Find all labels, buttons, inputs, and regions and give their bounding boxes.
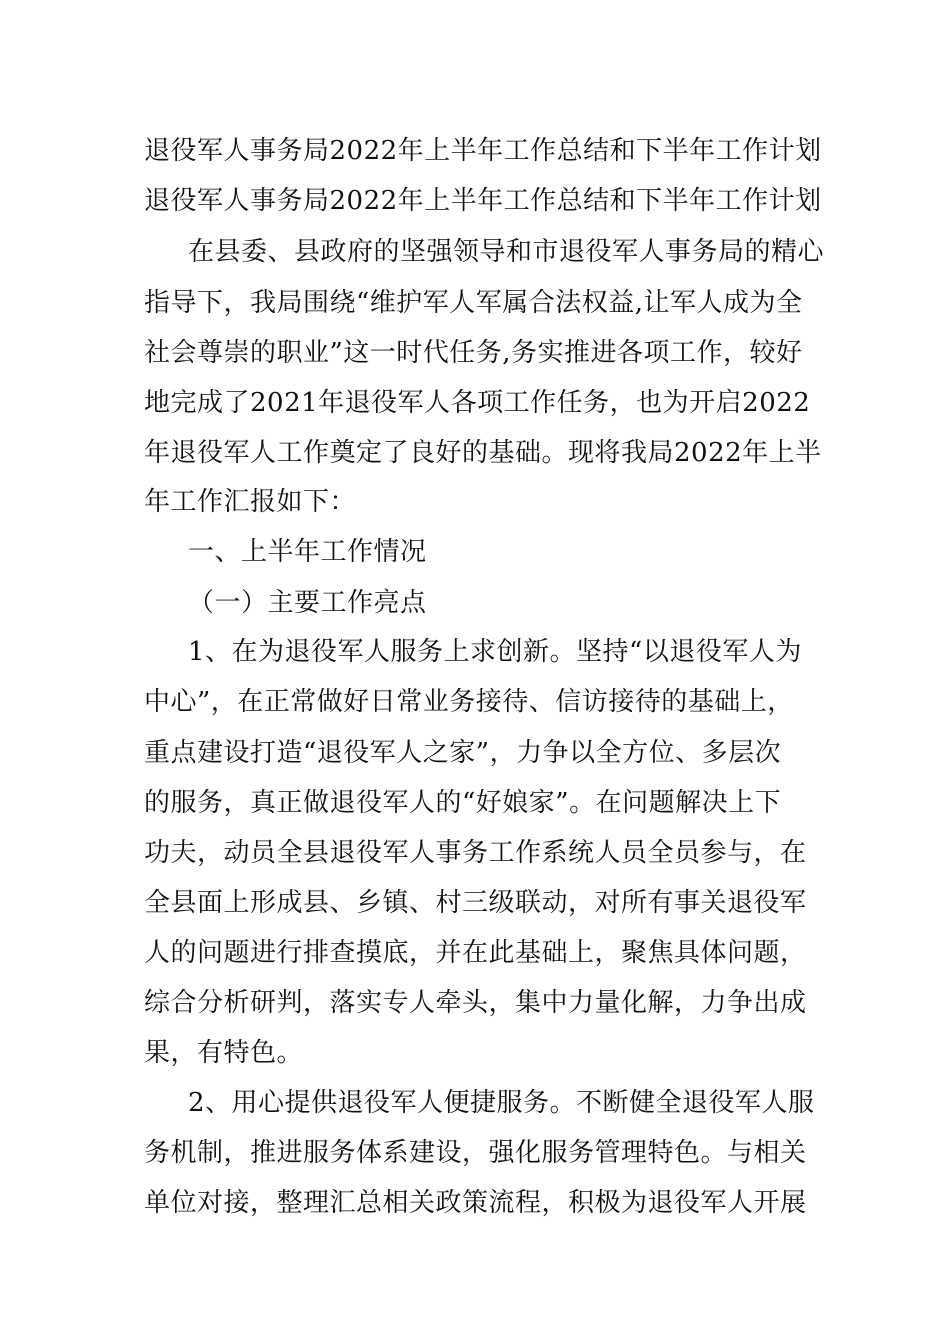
- document-title-line-1: 退役军人事务局2022年上半年工作总结和下半年工作计划: [144, 136, 822, 166]
- point-1-line: 果，有特色。: [144, 1038, 304, 1068]
- point-1-line: 全县面上形成县、乡镇、村三级联动，对所有事关退役军: [144, 888, 807, 918]
- point-1-line: 的服务，真正做退役军人的“好娘家”。在问题解决上下: [144, 788, 782, 818]
- point-2-line: 单位对接，整理汇总相关政策流程，积极为退役军人开展: [144, 1188, 807, 1218]
- intro-paragraph-line: 地完成了2021年退役军人各项工作任务，也为开启2022: [144, 388, 811, 418]
- point-1-line: 1、在为退役军人服务上求创新。坚持“以退役军人为: [188, 637, 802, 667]
- point-1-line: 功夫，动员全县退役军人事务工作系统人员全员参与，在: [144, 838, 807, 868]
- subsection-heading: （一）主要工作亮点: [188, 588, 427, 618]
- intro-paragraph-line: 年退役军人工作奠定了良好的基础。现将我局2022年上半: [144, 438, 822, 468]
- document-title-line-2: 退役军人事务局2022年上半年工作总结和下半年工作计划: [144, 186, 822, 216]
- point-2-line: 2、用心提供退役军人便捷服务。不断健全退役军人服: [188, 1088, 815, 1118]
- point-2-line: 务机制，推进服务体系建设，强化服务管理特色。与相关: [144, 1138, 807, 1168]
- intro-paragraph-line: 社会尊崇的职业”这一时代任务,务实推进各项工作，较好: [144, 338, 803, 368]
- point-1-line: 重点建设打造“退役军人之家”，力争以全方位、多层次: [144, 738, 782, 768]
- intro-paragraph-line: 指导下，我局围绕“维护军人军属合法权益,让军人成为全: [144, 288, 803, 318]
- intro-paragraph-line: 年工作汇报如下：: [144, 487, 357, 517]
- intro-paragraph-line: 在县委、县政府的坚强领导和市退役军人事务局的精心: [188, 237, 825, 267]
- point-1-line: 人的问题进行排查摸底，并在此基础上，聚焦具体问题，: [144, 938, 807, 968]
- point-1-line: 中心”，在正常做好日常业务接待、信访接待的基础上，: [144, 687, 794, 717]
- section-heading: 一、上半年工作情况: [188, 537, 427, 567]
- point-1-line: 综合分析研判，落实专人牵头，集中力量化解，力争出成: [144, 988, 807, 1018]
